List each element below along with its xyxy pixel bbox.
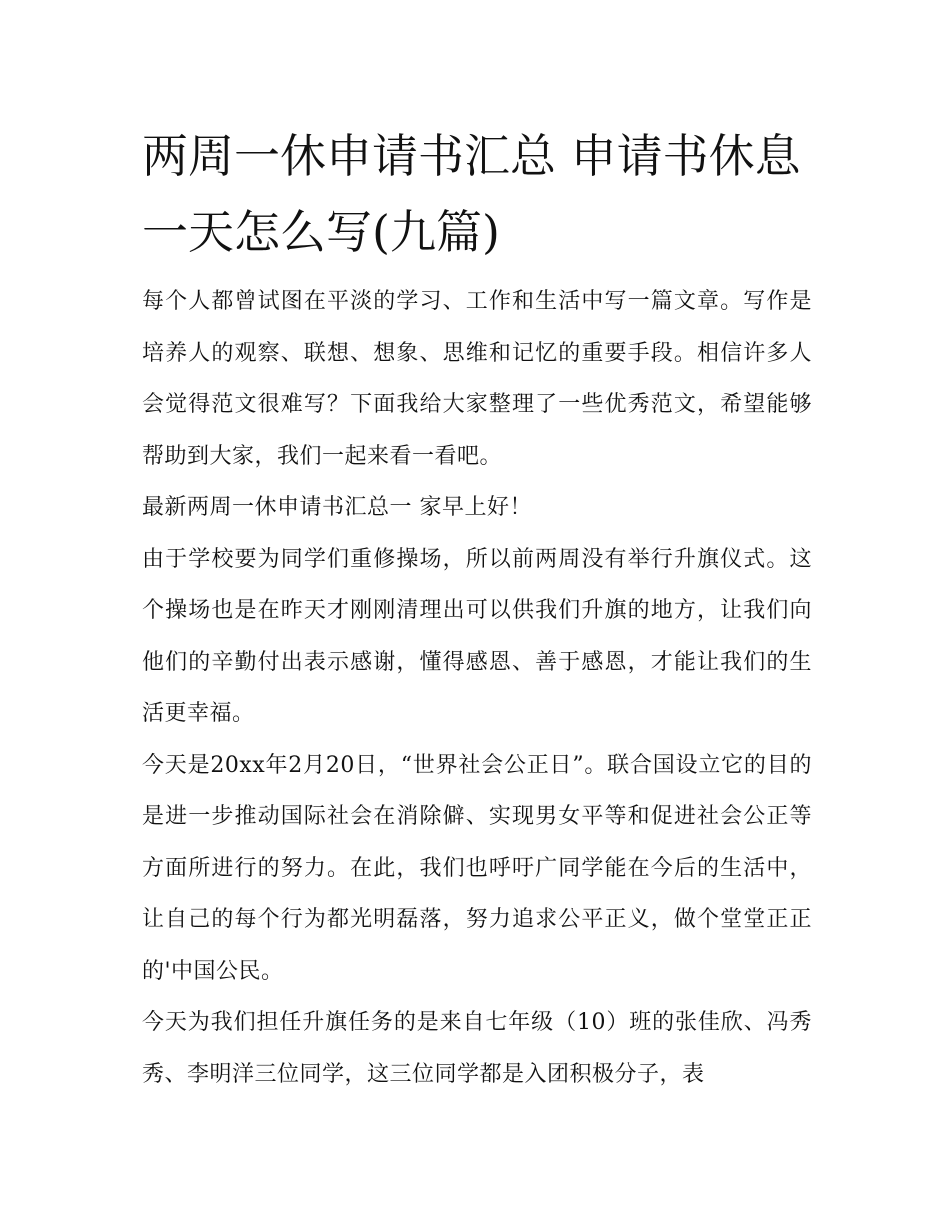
document-body [142,276,812,1100]
intro-paragraph: 每个人都曾试图在平淡的学习、工作和生活中写一篇文章。写作是培养人的观察、联想、想象、思维和记忆的重要手段。相信许多人会觉得范文很难写？下面我给大家整理了一些优秀范文，希望能够帮助到大家，我们一起来看一看吧。 [142,289,812,469]
document-content [142,118,812,1100]
body-paragraph: 今天为我们担任升旗任务的是来自七年级（10）班的张佳欣、冯秀秀、李明洋三位同学，这三位同学都是入团积极分子，表 [142,1010,812,1087]
body-paragraph: 由于学校要为同学们重修操场，所以前两周没有举行升旗仪式。这个操场也是在昨天才刚刚清理出可以供我们升旗的地方，让我们向他们的辛勤付出表示感谢，懂得感恩、善于感恩，才能让我们的生活更幸福。 [142,546,812,726]
greeting-paragraph: 最新两周一休申请书汇总一 家早上好！ [142,495,532,520]
body-paragraph: 今天是20xx年2月20日，“世界社会公正日”。联合国设立它的目的是进一步推动国际社会在消除僻、实现男女平等和促进社会公正等方面所进行的努力。在此，我们也呼吁广同学能在今后的生活中，让自己的每个行为都光明磊落，努力追求公平正义，做个堂堂正正的'中国公民。 [142,752,812,984]
document-title: 两周一休申请书汇总 申请书休息一天怎么写(九篇) [142,129,801,259]
